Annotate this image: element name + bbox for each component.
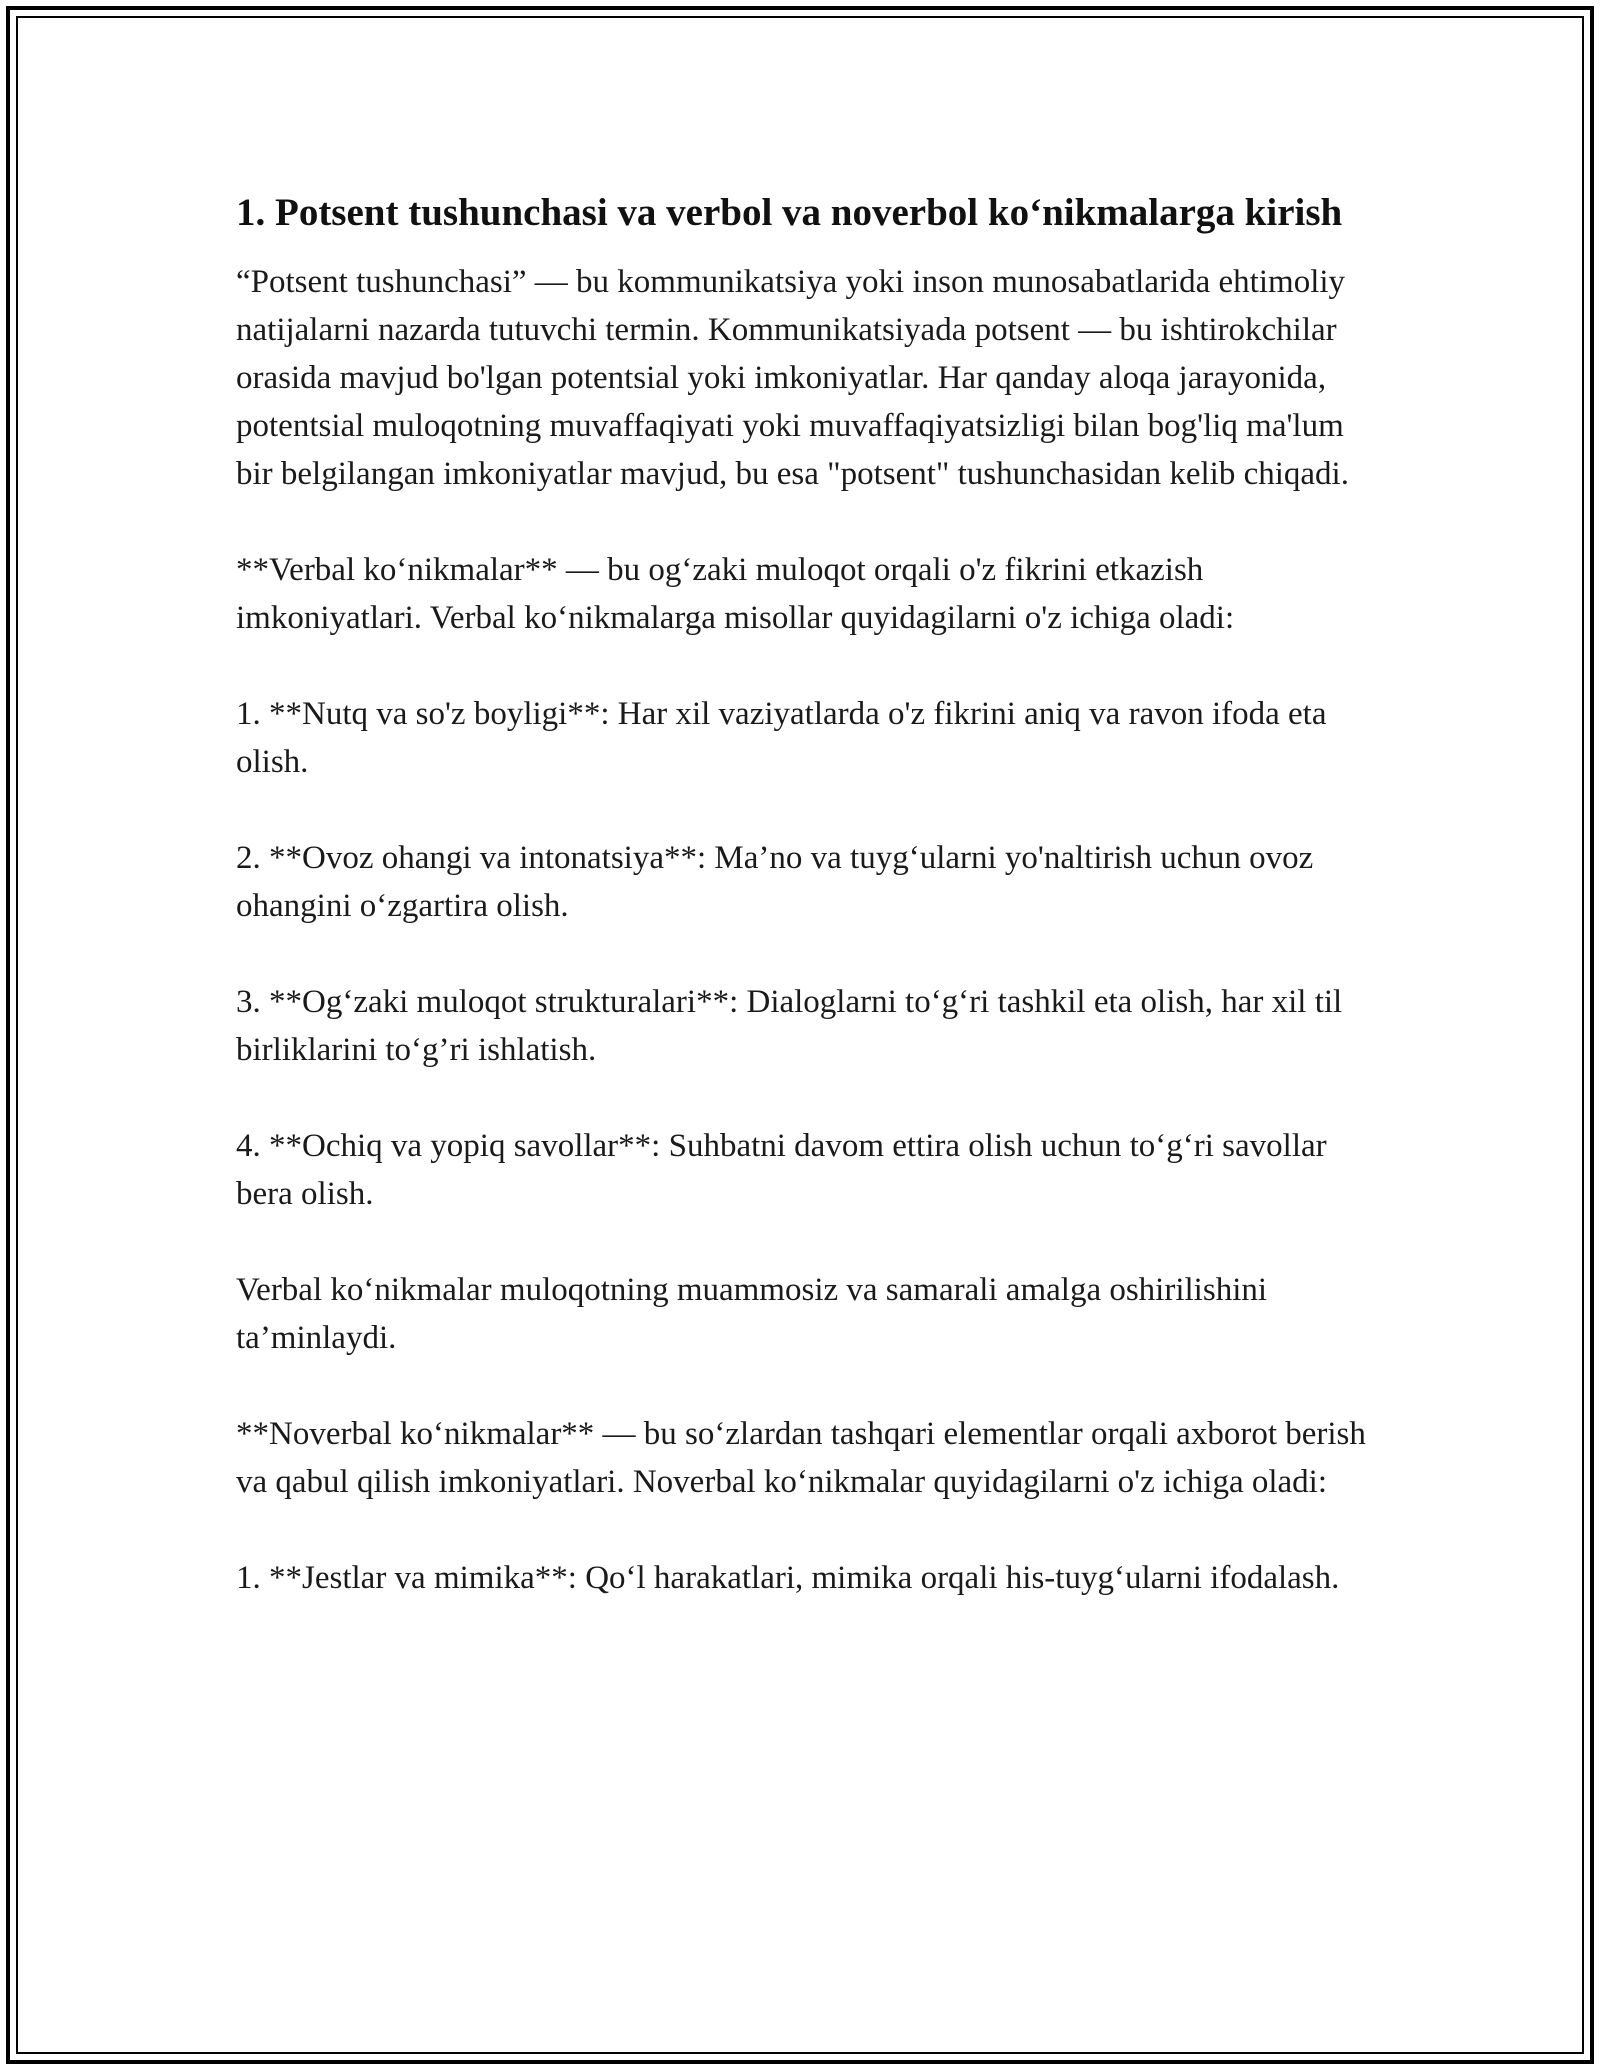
- list-item-verbal-3: 3. **Og‘zaki muloqot strukturalari**: Dialoglarni to‘g‘ri tashkil eta olish, har xil til birliklarini to‘g’ri ishlatish.: [236, 984, 1343, 1068]
- section-heading: 1. Potsent tushunchasi va verbol va noverbol ko‘nikmalarga kirish: [236, 191, 1343, 234]
- list-item-noverbal-1: 1. **Jestlar va mimika**: Qo‘l harakatlari, mimika orqali his-tuyg‘ularni ifodalash.: [236, 1560, 1340, 1596]
- list-item-verbal-1: 1. **Nutq va so'z boyligi**: Har xil vaziyatlarda o'z fikrini aniq va ravon ifoda eta olish.: [236, 696, 1327, 780]
- paragraph-noverbal-intro: **Noverbal ko‘nikmalar** — bu so‘zlardan tashqari elementlar orqali axborot berish va qabul qilish imkoniyatlari. Noverbal ko‘nikmalar quyidagilarni o'z ichiga oladi:: [236, 1416, 1366, 1500]
- paragraph-verbal-intro: **Verbal ko‘nikmalar** — bu og‘zaki muloqot orqali o'z fikrini etkazish imkoniyatlari. Verbal ko‘nikmalarga misollar quyidagilarni o'z ichiga oladi:: [236, 552, 1235, 636]
- paragraph-potsent-definition: “Potsent tushunchasi” — bu kommunikatsiya yoki inson munosabatlarida ehtimoliy natijalarni nazarda tutuvchi termin. Kommunikatsiyada potsent — bu ishtirokchilar orasida mavjud bo'lgan potentsial yoki imkoniyatlar. Har qanday aloqa jarayonida, potentsial muloqotning muvaffaqiyati yoki muvaffaqiyatsizligi bilan bog'liq ma'lum bir belgilangan imkoniyatlar mavjud, bu esa "potsent" tushunchasidan kelib chiqadi.: [236, 264, 1349, 492]
- list-item-verbal-4: 4. **Ochiq va yopiq savollar**: Suhbatni davom ettira olish uchun to‘g‘ri savollar bera olish.: [236, 1128, 1327, 1212]
- document-body: [236, 186, 1366, 1650]
- paragraph-verbal-summary: Verbal ko‘nikmalar muloqotning muammosiz va samarali amalga oshirilishini ta’minlaydi.: [236, 1272, 1268, 1356]
- list-item-verbal-2: 2. **Ovoz ohangi va intonatsiya**: Ma’no va tuyg‘ularni yo'naltirish uchun ovoz ohangini o‘zgartira olish.: [236, 840, 1314, 924]
